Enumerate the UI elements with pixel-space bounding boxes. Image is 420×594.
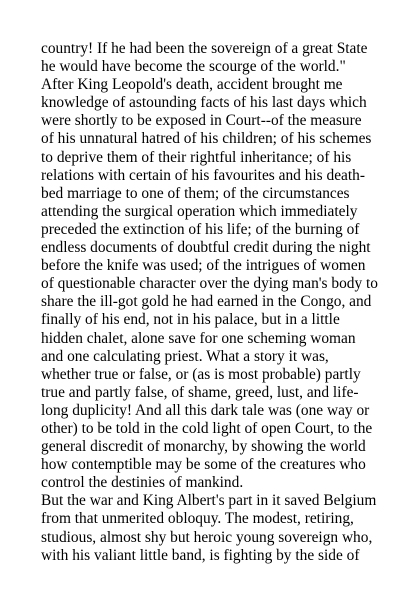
text-line: attending the surgical operation which immediately (41, 202, 358, 220)
body-text (41, 40, 411, 565)
text-line: of his unnatural hatred of his children; of his schemes (41, 130, 372, 148)
text-line: before the knife was used; of the intrigues of women (41, 257, 366, 275)
text-line: relations with certain of his favourites and his death- (41, 166, 365, 184)
text-line: general discredit of monarchy, by showing the world (41, 438, 366, 456)
text-line: from that unmerited obloquy. The modest, retiring, (41, 510, 354, 528)
text-line: long duplicity! And all this dark tale was (one way or (41, 401, 370, 419)
text-line: to deprive them of their rightful inheritance; of his (41, 148, 352, 166)
text-line: how contemptible may be some of the creatures who (41, 456, 366, 474)
text-line: bed marriage to one of them; of the circumstances (41, 184, 350, 202)
text-line: preceded the extinction of his life; of the burning of (41, 220, 360, 238)
text-line: But the war and King Albert's part in it saved Belgium (41, 492, 377, 510)
text-line: After King Leopold's death, accident brought me (41, 76, 343, 94)
text-line: whether true or false, or (as is most probable) partly (41, 365, 361, 383)
text-line: knowledge of astounding facts of his last days which (41, 94, 367, 112)
text-line: country! If he had been the sovereign of a great State (41, 40, 368, 57)
text-line: finally of his end, not in his palace, but in a little (41, 311, 340, 329)
text-line: true and partly false, of shame, greed, lust, and life- (41, 383, 359, 401)
text-line: studious, almost shy but heroic young sovereign who, (41, 528, 373, 546)
text-line: share the ill-got gold he had earned in the Congo, and (41, 293, 372, 311)
text-line: other) to be told in the cold light of open Court, to the (41, 419, 373, 437)
text-line: with his valiant little band, is fighting by the side of (41, 546, 360, 564)
text-line: endless documents of doubtful credit during the night (41, 239, 371, 257)
text-line: hidden chalet, alone save for one scheming woman (41, 329, 356, 347)
text-line: were shortly to be exposed in Court--of the measure (41, 112, 362, 130)
text-line: control the destinies of mankind. (41, 474, 244, 492)
text-line: of questionable character over the dying man's body to (41, 275, 378, 293)
text-line: and one calculating priest. What a story it was, (41, 347, 329, 365)
text-line: he would have become the scourge of the world." (41, 58, 346, 76)
